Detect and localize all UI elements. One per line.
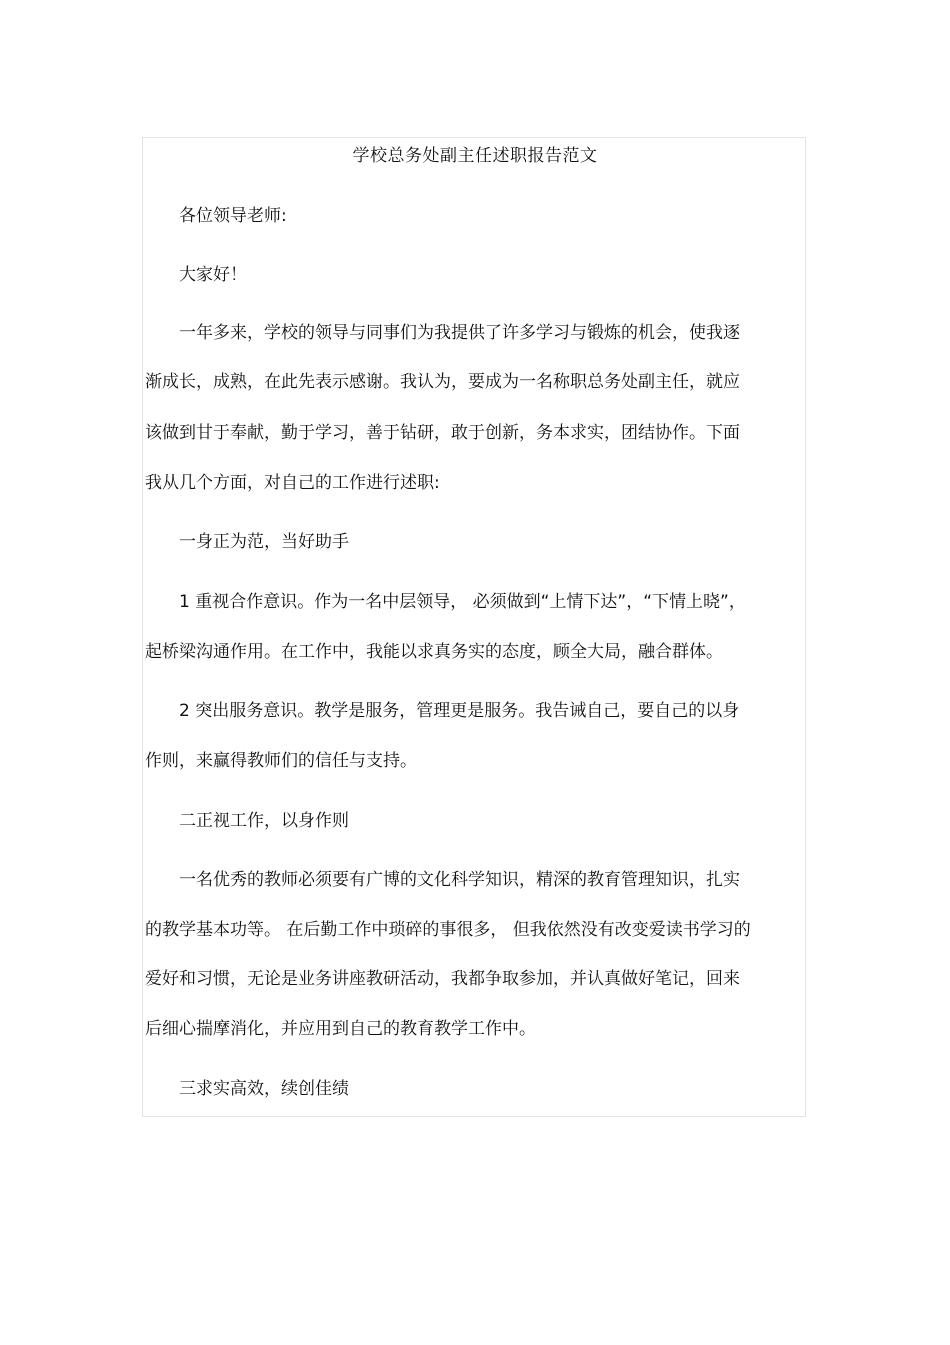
paragraph-line: 一年多来，学校的领导与同事们为我提供了许多学习与锻炼的机会，使我逐 [179,323,740,343]
salutation: 各位领导老师: [179,206,287,226]
paragraph-line: 2 突出服务意识。教学是服务，管理更是服务。我告诫自己，要自己的以身 [179,701,740,721]
greeting: 大家好！ [179,265,247,285]
section-heading: 三求实高效，续创佳绩 [179,1079,349,1099]
paragraph-line: 渐成长，成熟，在此先表示感谢。我认为，要成为一名称职总务处副主任，就应 [145,372,740,392]
paragraph-line: 一名优秀的教师必须要有广博的文化科学知识，精深的教育管理知识，扎实 [179,870,740,890]
paragraph-line: 1 重视合作意识。作为一名中层领导， 必须做到“上情下达”，“下情上晓”， [179,592,746,612]
document-title: 学校总务处副主任述职报告范文 [352,146,598,166]
paragraph-line: 我从几个方面，对自己的工作进行述职: [145,473,440,493]
paragraph-line: 作则，来赢得教师们的信任与支持。 [145,751,417,771]
paragraph-line: 后细心揣摩消化，并应用到自己的教育教学工作中。 [145,1019,536,1039]
paragraph-line: 爱好和习惯，无论是业务讲座教研活动，我都争取参加，并认真做好笔记，回来 [145,969,740,989]
paragraph-line: 该做到甘于奉献，勤于学习，善于钻研，敢于创新，务本求实，团结协作。下面 [145,423,740,443]
paragraph-line: 的教学基本功等。 在后勤工作中琐碎的事很多， 但我依然没有改变爱读书学习的 [145,920,751,940]
paragraph-line: 起桥梁沟通作用。在工作中，我能以求真务实的态度，顾全大局，融合群体。 [145,642,723,662]
section-heading: 二正视工作，以身作则 [179,811,349,831]
section-heading: 一身正为范，当好助手 [179,532,349,552]
document-page [142,137,806,1117]
